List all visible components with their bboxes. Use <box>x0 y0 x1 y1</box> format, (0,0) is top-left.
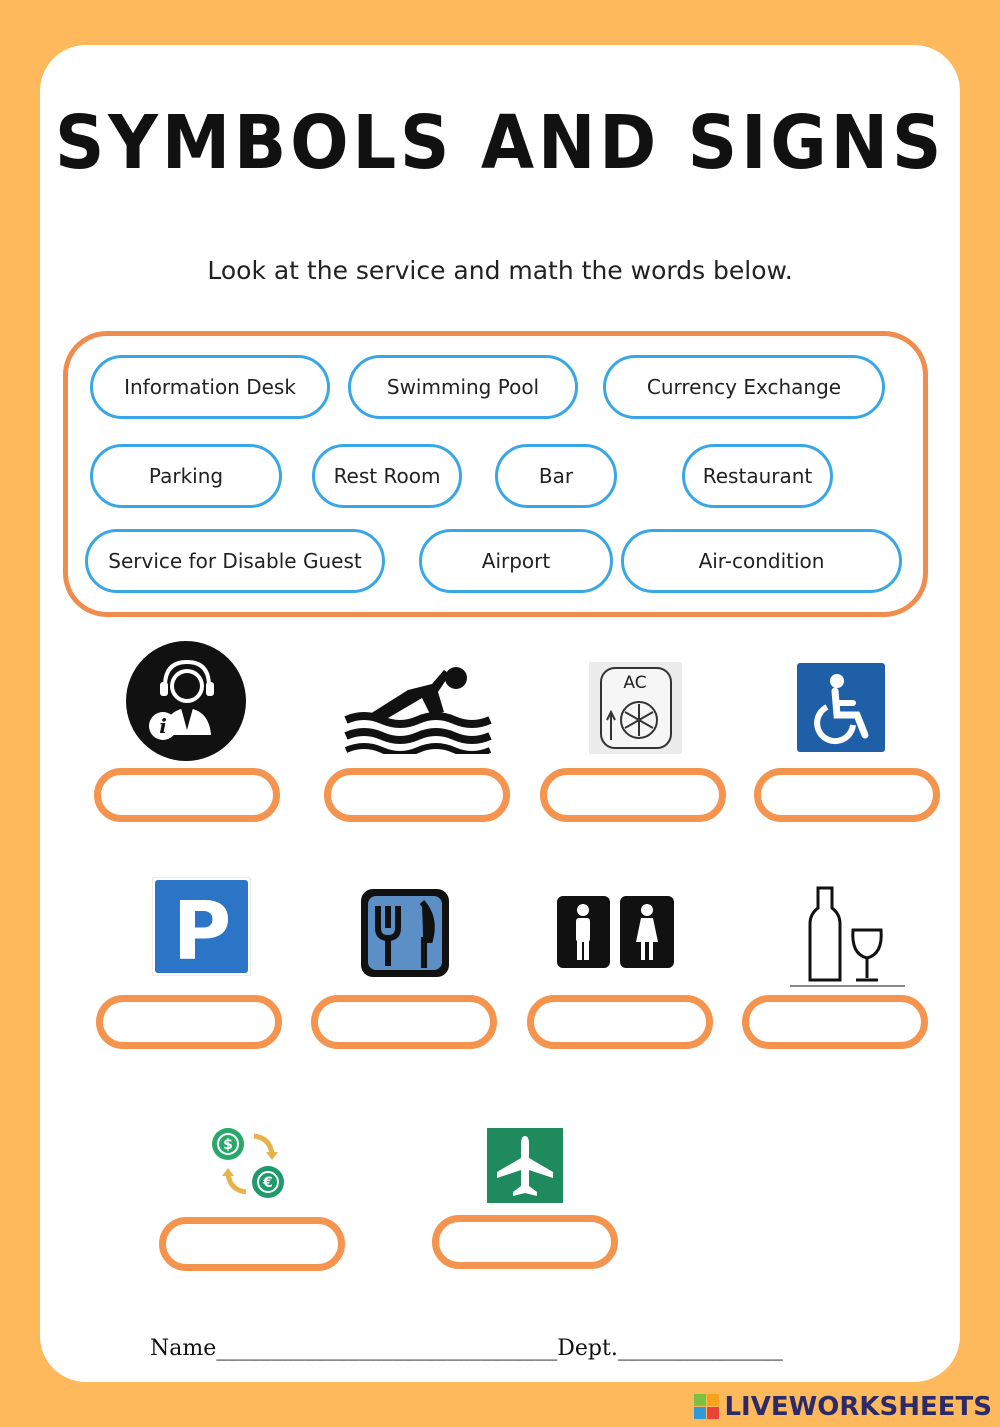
answer-box[interactable] <box>159 1217 345 1271</box>
word-pill[interactable]: Parking <box>90 444 282 508</box>
svg-text:i: i <box>159 714 167 738</box>
word-pill[interactable]: Currency Exchange <box>603 355 885 419</box>
word-pill[interactable]: Airport <box>419 529 613 593</box>
brand-name: LIVEWORKSHEETS <box>724 1392 992 1422</box>
word-pill[interactable]: Bar <box>495 444 617 508</box>
swimming-icon <box>344 662 492 754</box>
word-pill[interactable]: Rest Room <box>312 444 462 508</box>
answer-box[interactable] <box>540 768 726 822</box>
airport-icon <box>487 1128 563 1203</box>
name-dept-line <box>150 1336 783 1361</box>
answer-box[interactable] <box>94 768 280 822</box>
answer-box[interactable] <box>527 995 713 1049</box>
answer-box[interactable] <box>432 1215 618 1269</box>
word-pill[interactable]: Air-condition <box>621 529 902 593</box>
currency-exchange-icon <box>210 1126 290 1202</box>
liveworksheets-brand <box>694 1392 992 1422</box>
answer-box[interactable] <box>742 995 928 1049</box>
word-pill[interactable]: Service for Disable Guest <box>85 529 385 593</box>
word-pill[interactable]: Swimming Pool <box>348 355 578 419</box>
svg-text:€: € <box>263 1175 273 1191</box>
wheelchair-icon <box>797 663 885 752</box>
page-title: SYMBOLS AND SIGNS <box>54 100 946 186</box>
information-desk-icon <box>125 640 247 762</box>
word-pill[interactable]: Information Desk <box>90 355 330 419</box>
word-pill[interactable]: Restaurant <box>682 444 833 508</box>
ac-label: AC <box>623 673 647 693</box>
dept-field[interactable]: Dept._______________ <box>557 1336 783 1361</box>
restroom-icon <box>557 896 674 968</box>
answer-box[interactable] <box>96 995 282 1049</box>
parking-letter: P <box>172 885 232 976</box>
restaurant-icon <box>360 888 450 978</box>
parking-icon <box>152 877 251 976</box>
air-condition-icon <box>589 662 682 754</box>
bar-icon <box>790 886 905 988</box>
liveworksheets-logo-icon <box>694 1394 720 1420</box>
answer-box[interactable] <box>324 768 510 822</box>
instruction-text: Look at the service and math the words below. <box>207 256 793 285</box>
svg-text:$: $ <box>223 1137 233 1153</box>
answer-box[interactable] <box>311 995 497 1049</box>
name-field[interactable]: Name_______________________________ <box>150 1336 558 1361</box>
answer-box[interactable] <box>754 768 940 822</box>
